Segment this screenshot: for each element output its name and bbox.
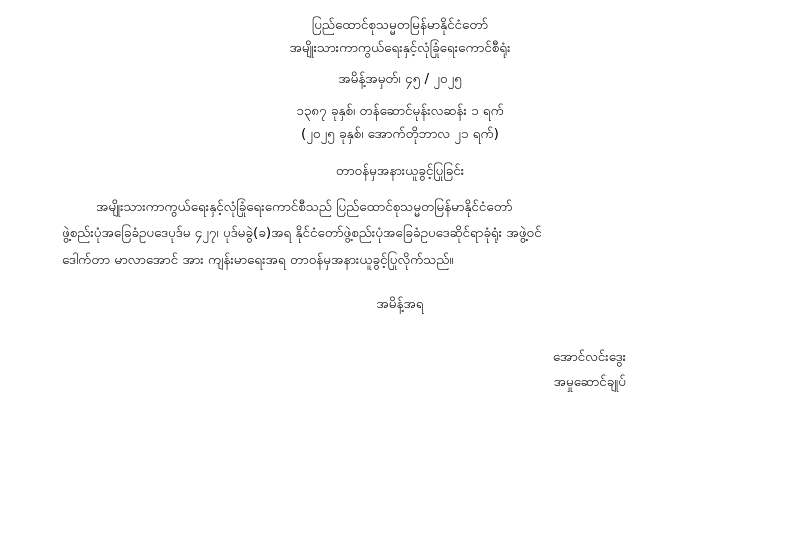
- order-number: အမိန့်အမှတ်၊ ၄၅ / ၂၀၂၅: [338, 71, 462, 88]
- signatory-title: အမှုဆောင်ချုပ်: [553, 374, 626, 390]
- header-line-council: အမျိုးသားကာကွယ်ရေးနှင့်လုံခြုံရေးကောင်စီရုံး: [289, 40, 511, 57]
- document-header: [62, 14, 738, 146]
- date-myanmar-era: ၁၃၈၇ ခုနှစ်၊ တန်ဆောင်မုန်းလဆန်း ၁ ရက်: [296, 102, 504, 119]
- document-subject: တာဝန်မှအနားယူခွင့်ပြုခြင်း: [335, 163, 465, 180]
- header-spacer-2: [62, 92, 738, 100]
- header-spacer-1: [62, 60, 738, 68]
- by-order-text: အမိန့်အရ: [376, 296, 424, 313]
- date-gregorian: (၂၀၂၅ ခုနှစ်၊ အောက်တိုဘာလ ၂၁ ရက်): [301, 125, 499, 142]
- signature-block: [62, 345, 738, 395]
- signatory-name: အောင်လင်းဒွေး: [552, 349, 626, 366]
- body-paragraph-line-1: အမျိုးသားကာကွယ်ရေးနှင့်လုံခြုံရေးကောင်စီသည် ပြည်ထောင်စုသမ္မတမြန်မာနိုင်ငံတော်: [96, 199, 513, 216]
- header-line-country: ပြည်ထောင်စုသမ္မတမြန်မာနိုင်ငံတော်: [311, 17, 489, 33]
- body-paragraph-line-2: ဖွဲ့စည်းပုံအခြေခံဥပဒေပုဒ်မ ၄၂၇၊ ပုဒ်မခွဲ(ခ)အရ နိုင်ငံတော်ဖွဲ့စည်းပုံအခြေခံဥပဒေဆိုင်ရာခုံရုံး အဖွဲ့ဝင်: [62, 225, 542, 242]
- body-paragraph-line-3: ဒေါက်တာ မာလာအောင် အား ကျန်းမာရေးအရ တာဝန်မှအနားယူခွင့်ပြုလိုက်သည်။: [62, 251, 454, 268]
- document-body: [62, 194, 738, 273]
